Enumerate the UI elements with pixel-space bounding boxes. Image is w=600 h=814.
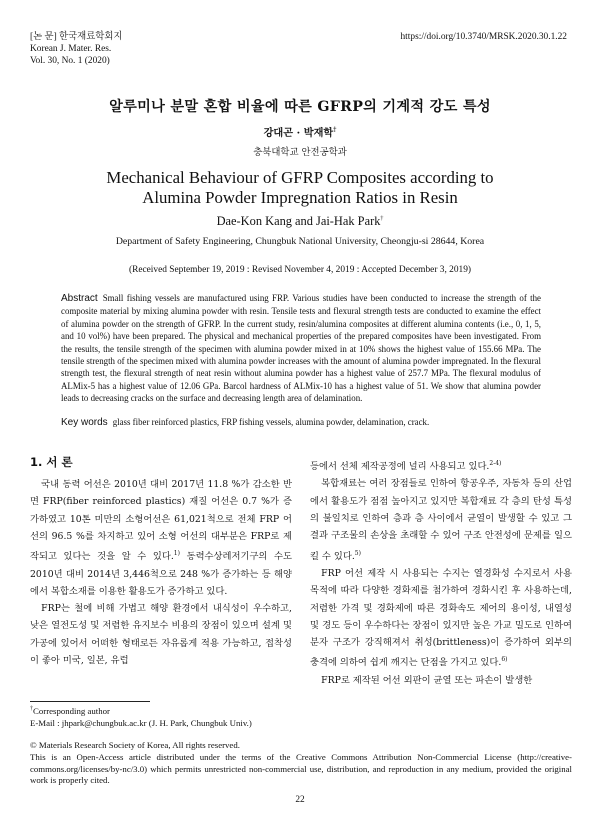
journal-name-kr: [논 문] 한국재료학회지 (30, 32, 123, 42)
english-title-line2: Alumina Powder Impregnation Ratios in Resin (142, 188, 458, 207)
journal-header (30, 31, 122, 67)
copyright-notice: © Materials Research Society of Korea, All rights reserved. (30, 740, 240, 750)
page-number: 22 (295, 795, 305, 805)
left-column (30, 476, 292, 669)
reference-mark: 5) (354, 549, 361, 557)
corresponding-label (30, 704, 572, 718)
english-affiliation: Department of Safety Engineering, Chungbuk National University, Cheongju-si 28644, Korea (115, 236, 485, 247)
paragraph-text: FRP 어선 제작 시 사용되는 수지는 열경화성 수지로서 사용 목적에 따라 다양한 경화제를 첨가하여 경화시킨 후 사용하는데, 저렴한 가격 및 경화제에 따른 경화속도 제어의 용이성, 내열성 및 경도 등이 우수하다는 장점이 있지만 높은 가교 밀도로 인하여 분자 구조가 강직해져서 취성(brittleness)이 증가하여 외부의 충격에 의하여 쉽게 깨지는 단점을 가지고 있다. (310, 567, 572, 669)
paragraph (310, 565, 572, 672)
footnote-corresponding (30, 704, 572, 730)
paragraph (310, 455, 572, 475)
keywords-text: glass fiber reinforced plastics, FRP fishing vessels, alumina powder, delamination, crack. (112, 417, 430, 427)
reference-mark: 1) (173, 550, 180, 558)
paragraph-text: 국내 동력 어선은 2010년 대비 2017년 11.8 %가 감소한 반면 FRP(fiber reinforced plastics) 재질 어선은 0.7 %가 증가하였고 10톤 미만의 소형어선은 61,021척으로 전체 FRP 어선의 96.5 %를 차지하고 있어 소형 어선의 대부분은 FRP로 제작되고 있다는 것을 알 수 있다. (30, 479, 292, 563)
paragraph: FRP는 철에 비해 가볍고 해양 환경에서 내식성이 우수하고, 낮은 열전도성 및 저렴한 유지보수 비용의 장점이 있으며 설계 및 가공에 있어서 어떠한 형태로든 자유롭게 적용 가능하고, 접착성이 좋아 미국, 일본, 유럽 (30, 603, 292, 667)
journal-volume: Vol. 30, No. 1 (2020) (30, 56, 110, 66)
footnote-license (30, 740, 572, 787)
footnote-divider (30, 701, 150, 702)
english-authors-names: Dae-Kon Kang and Jai-Hak Park (216, 214, 381, 228)
dagger-mark-en: † (380, 215, 384, 222)
received-dates: (Received September 19, 2019 : Revised November 4, 2019 : Accepted December 3, 2019) (128, 265, 472, 275)
paragraph: FRP로 제작된 어선 외판이 균열 또는 파손이 발생한 (321, 674, 533, 686)
corresponding-label-text: Corresponding author (33, 705, 110, 716)
journal-name-en: Korean J. Mater. Res. (30, 44, 112, 54)
reference-mark: 2-4) (489, 460, 502, 467)
english-authors (0, 214, 600, 229)
korean-title: 알루미나 분말 혼합 비율에 따른 GFRP의 기계적 강도 특성 (109, 99, 491, 115)
abstract-text: Small fishing vessels are manufactured using FRP. Various studies have been conducted to increase the strength of the composite material by mixing alumina powder with resin. Tensile tests and flexural strength tests are conducted to examine the effect of alumina powder on the strength of GFRP. In the current study, resin/alumina composites at different alumina contents (i.e., 0, 1, 5, and 10 vol%) have been prepared. The physical and mechanical properties of the prepared composites have been investigated. From the results, the tensile strength of the specimen with alumina powder mixed in at 10% shows the highest value of 155.66 MPa. The tensile strength of the specimen mixed with alumina powder increases with the amount of alumina powder impregnated. In the flexural strength test, the flexural strength of neat resin without alumina powder has a highest value of 257.7 MPa. The flexural modulus of ALMix-5 has a highest value of 12.06 GPa. Barcol hardness of ALMix-10 has a highest value of 51. We show that alumina powder leads to decreasing cracks on the surface and decreasing length area of delamination. (61, 293, 541, 404)
korean-affiliation: 충북대학교 안전공학과 (253, 147, 347, 158)
paragraph-text: 등에서 선체 제작공정에 널리 사용되고 있다. (310, 461, 490, 473)
right-column (310, 455, 572, 689)
korean-authors-names: 강대곤 · 박재학 (263, 127, 334, 139)
abstract-label: Abstract (61, 293, 98, 304)
doi-link[interactable]: https://doi.org/10.3740/MRSK.2020.30.1.22 (400, 32, 567, 42)
reference-mark: 6) (501, 656, 508, 664)
section-heading-introduction: 1. 서 론 (30, 455, 73, 469)
keywords-label: Key words (61, 417, 108, 428)
korean-authors (0, 124, 600, 139)
keywords (61, 416, 541, 429)
english-title (0, 168, 600, 208)
english-title-line1: Mechanical Behaviour of GFRP Composites according to (106, 168, 494, 187)
paragraph-text: 동력수상레저기구의 수도 2010년 대비 2014년 3,446척으로 248 %가 증가하는 등 해양에서 복합소재를 이용한 활용도가 증가하고 있다. (30, 551, 292, 597)
paragraph (310, 475, 572, 565)
paragraph-text: 복합재료는 여러 장점들로 인하여 항공우주, 자동차 등의 산업에서 활용도가 점점 높아지고 있지만 복합재료 각 층의 탄성 특성의 불일치로 인하여 층과 층 사이에서 균열이 발생할 수 있고 그 결과 구조물의 손상을 초래할 수 있어 구조 안전성에 문제를 일으킬 수 있다. (310, 478, 572, 562)
corresponding-email[interactable]: E-Mail : jhpark@chungbuk.ac.kr (J. H. Park, Chungbuk Univ.) (30, 717, 252, 728)
license-notice: This is an Open-Access article distributed under the terms of the Creative Commons Attribution Non-Commercial License (http://creative-commons.org/licenses/by-nc/3.0) which permits unrestricted non-commercial use, distribution, and reproduction in any medium, provided the original work is properly cited. (30, 751, 572, 786)
dagger-mark: † (333, 126, 337, 134)
dagger-mark-footnote: † (30, 706, 33, 712)
paragraph (30, 476, 292, 600)
abstract (61, 292, 541, 405)
